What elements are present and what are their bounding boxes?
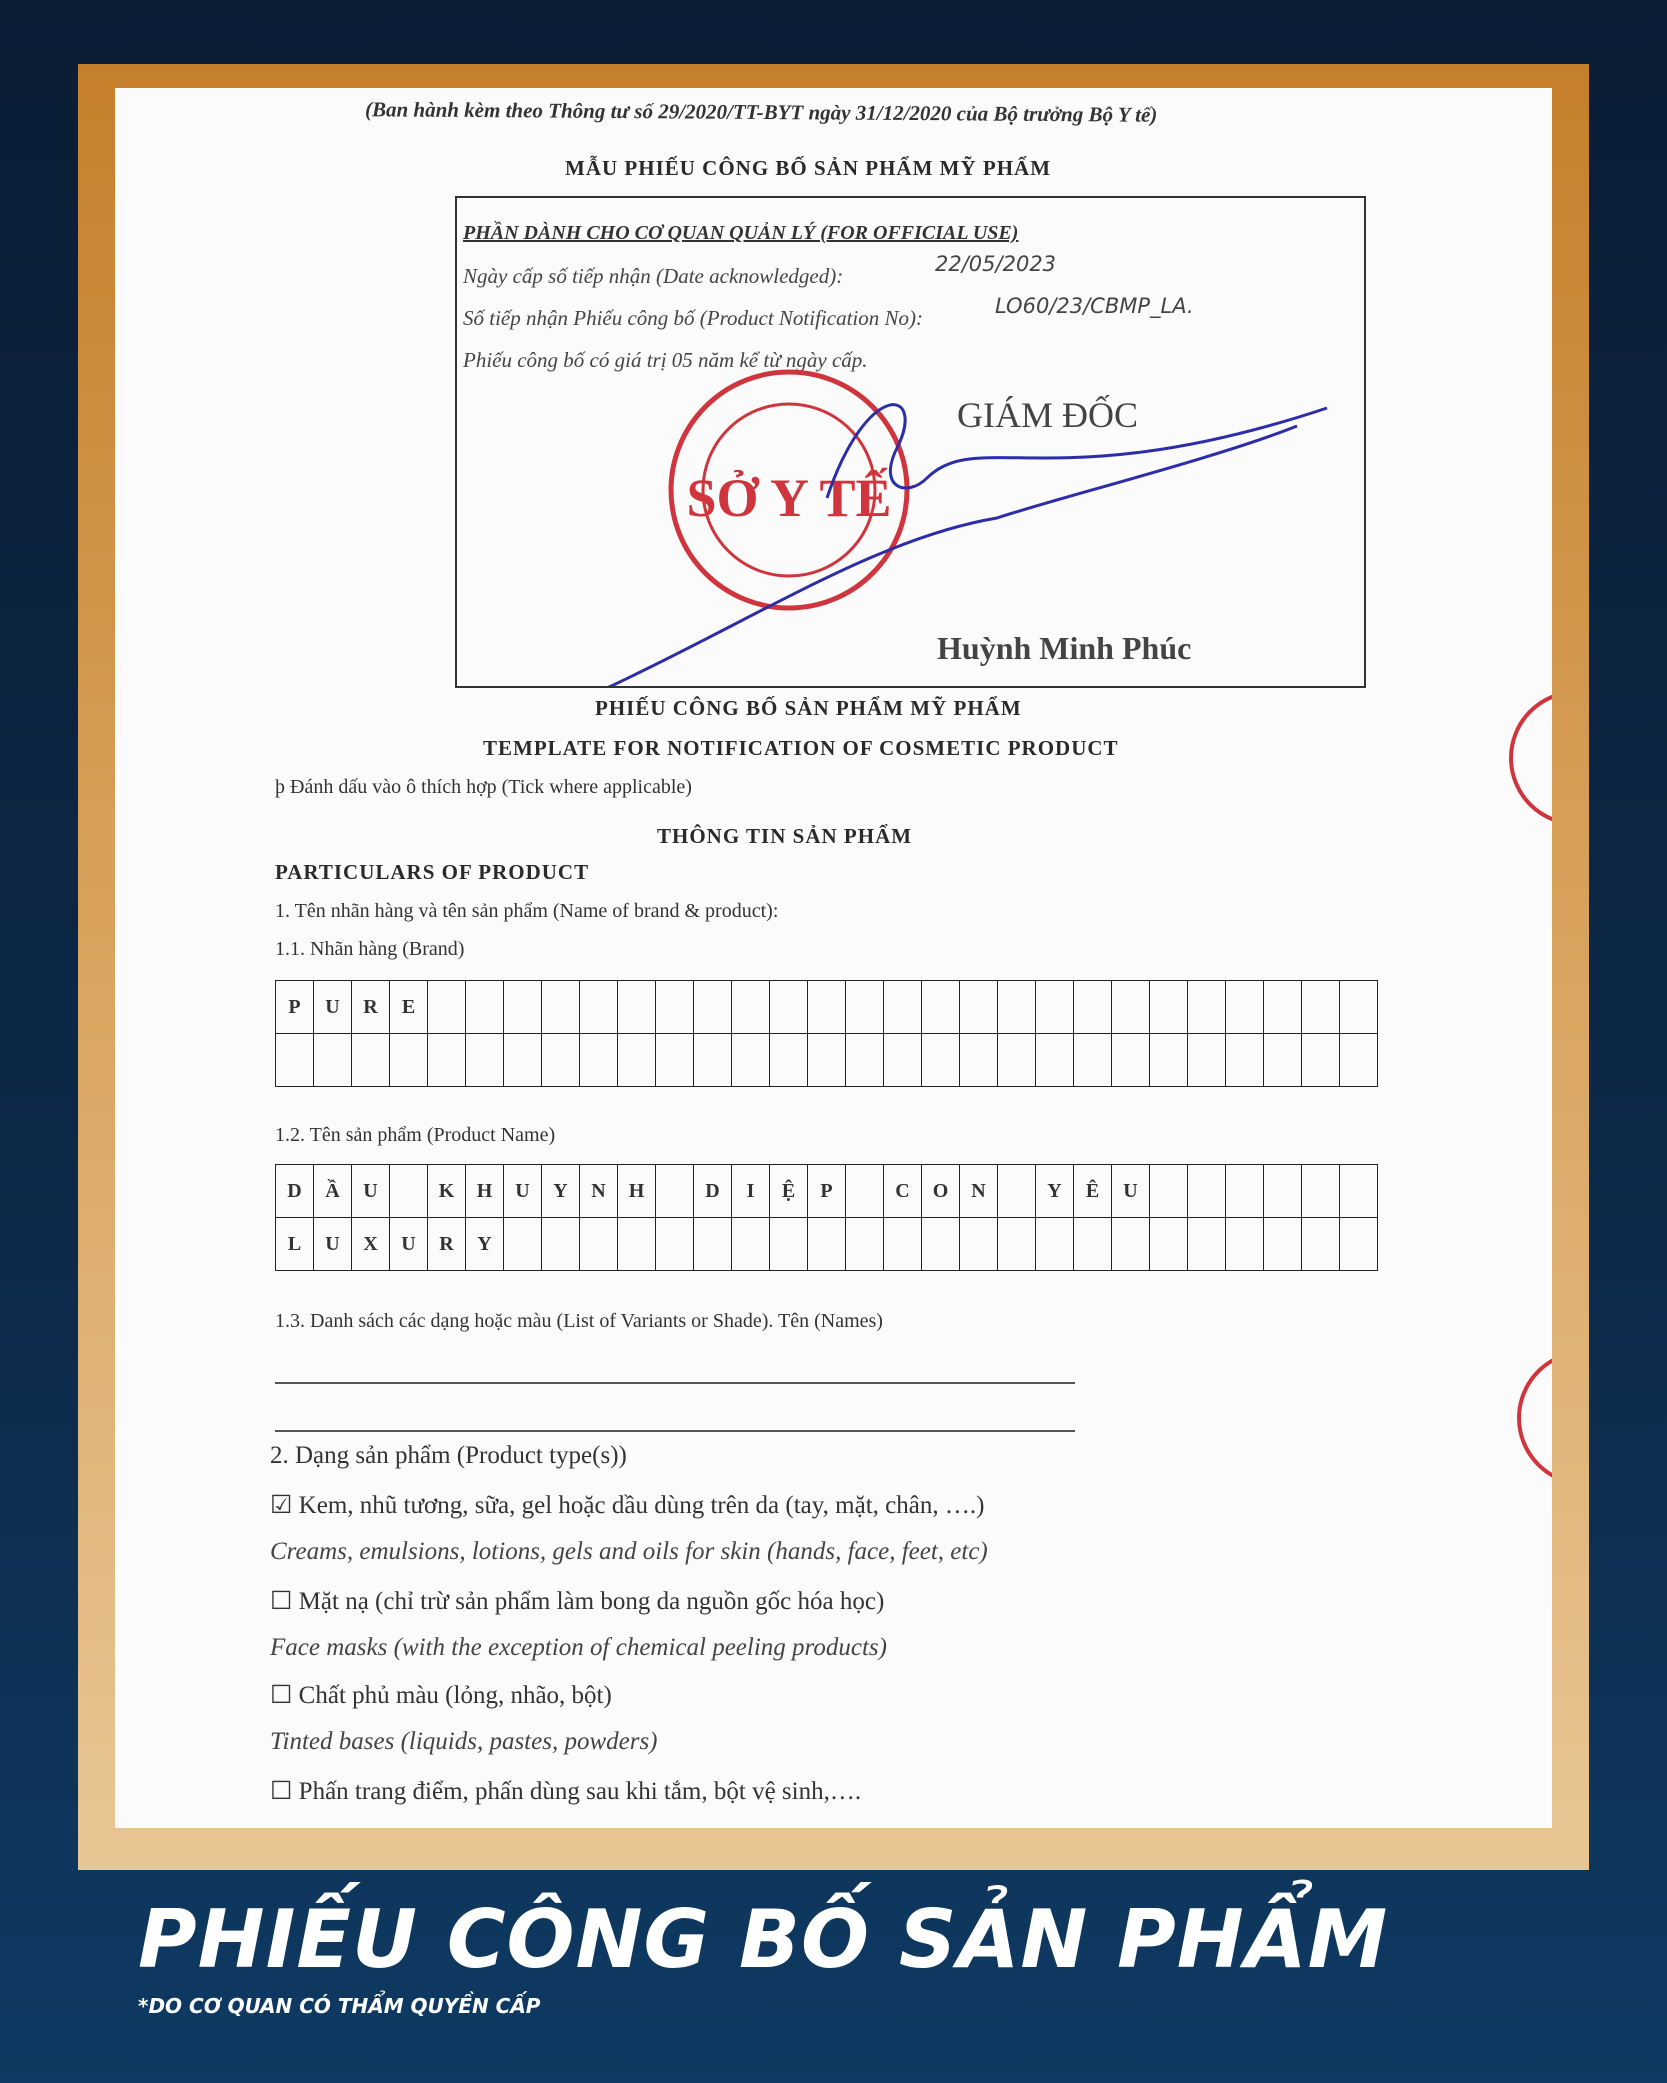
item-1-2: 1.2. Tên sản phẩm (Product Name) — [275, 1124, 556, 1146]
tick-note: þ Đánh dấu vào ô thích hợp (Tick where applicable) — [275, 776, 692, 798]
product-cell: K — [428, 1165, 466, 1218]
product-cell: U — [314, 1218, 352, 1271]
brand-cell — [998, 1034, 1036, 1087]
type-2-vi — [270, 1586, 884, 1616]
type-1-checkbox[interactable]: ☑ — [270, 1492, 293, 1519]
product-cell — [1302, 1165, 1340, 1218]
type-2-checkbox[interactable]: ☐ — [270, 1588, 293, 1615]
section-title-en: PARTICULARS OF PRODUCT — [275, 860, 590, 884]
brand-cell — [922, 1034, 960, 1087]
brand-cell — [428, 981, 466, 1034]
brand-cell — [466, 1034, 504, 1087]
caption-subtitle: *DO CƠ QUAN CÓ THẨM QUYỀN CẤP — [138, 1994, 541, 2018]
product-cell: Ầ — [314, 1165, 352, 1218]
product-cell — [846, 1165, 884, 1218]
product-cell — [998, 1165, 1036, 1218]
product-cell: L — [276, 1218, 314, 1271]
brand-cell — [1188, 1034, 1226, 1087]
brand-cell — [276, 1034, 314, 1087]
brand-cell — [656, 1034, 694, 1087]
product-cell: Ệ — [770, 1165, 808, 1218]
product-cell — [1302, 1218, 1340, 1271]
brand-grid — [275, 980, 1378, 1087]
product-cell — [618, 1218, 656, 1271]
brand-cell — [808, 1034, 846, 1087]
product-cell — [1226, 1165, 1264, 1218]
brand-row — [276, 1034, 1378, 1087]
brand-cell — [960, 1034, 998, 1087]
type-1-vi — [270, 1490, 984, 1520]
item-1: 1. Tên nhãn hàng và tên sản phẩm (Name of brand & product): — [275, 900, 779, 922]
brand-cell — [1188, 981, 1226, 1034]
doc-title-en: TEMPLATE FOR NOTIFICATION OF COSMETIC PRODUCT — [483, 736, 1119, 760]
product-cell — [1340, 1165, 1378, 1218]
document-page — [115, 88, 1552, 1828]
type-1-en: Creams, emulsions, lotions, gels and oils for skin (hands, face, feet, etc) — [270, 1538, 988, 1565]
validity-label: Phiếu công bố có giá trị 05 năm kể từ ngày cấp. — [463, 348, 868, 372]
product-cell — [884, 1218, 922, 1271]
brand-cell — [846, 981, 884, 1034]
brand-cell — [580, 981, 618, 1034]
product-row — [276, 1218, 1378, 1271]
brand-cell: P — [276, 981, 314, 1034]
product-cell: U — [504, 1165, 542, 1218]
brand-cell — [542, 981, 580, 1034]
brand-cell — [770, 1034, 808, 1087]
product-cell — [732, 1218, 770, 1271]
product-cell: R — [428, 1218, 466, 1271]
product-cell — [1074, 1218, 1112, 1271]
brand-cell — [1264, 1034, 1302, 1087]
brand-cell: E — [390, 981, 428, 1034]
product-cell: N — [960, 1165, 998, 1218]
brand-cell: R — [352, 981, 390, 1034]
product-cell: U — [390, 1218, 428, 1271]
brand-row — [276, 981, 1378, 1034]
product-cell — [504, 1218, 542, 1271]
product-cell — [656, 1165, 694, 1218]
stamp-and-signature — [457, 198, 1364, 686]
product-cell: Y — [466, 1218, 504, 1271]
product-cell: D — [276, 1165, 314, 1218]
brand-cell — [884, 1034, 922, 1087]
number-label: Số tiếp nhận Phiếu công bố (Product Notification No): — [463, 306, 923, 330]
brand-cell — [466, 981, 504, 1034]
brand-cell — [808, 981, 846, 1034]
brand-cell — [732, 981, 770, 1034]
brand-cell — [1036, 981, 1074, 1034]
brand-cell — [504, 1034, 542, 1087]
product-cell — [1150, 1218, 1188, 1271]
product-cell — [1188, 1165, 1226, 1218]
doc-title-vi: PHIẾU CÔNG BỐ SẢN PHẨM MỸ PHẨM — [595, 696, 1022, 720]
brand-cell — [1302, 1034, 1340, 1087]
brand-cell — [618, 1034, 656, 1087]
item-2: 2. Dạng sản phẩm (Product type(s)) — [270, 1442, 627, 1469]
product-row — [276, 1165, 1378, 1218]
product-cell — [390, 1165, 428, 1218]
brand-cell — [1036, 1034, 1074, 1087]
type-3-en: Tinted bases (liquids, pastes, powders) — [270, 1728, 658, 1755]
product-cell — [656, 1218, 694, 1271]
type-1-label: Kem, nhũ tương, sữa, gel hoặc dầu dùng trên da (tay, mặt, chân, ….) — [298, 1492, 985, 1519]
brand-cell — [960, 981, 998, 1034]
product-cell — [960, 1218, 998, 1271]
product-cell: C — [884, 1165, 922, 1218]
item-1-1: 1.1. Nhãn hàng (Brand) — [275, 938, 465, 960]
brand-cell — [542, 1034, 580, 1087]
signature-stroke — [607, 426, 1297, 686]
brand-cell — [922, 981, 960, 1034]
official-use-box — [455, 196, 1366, 688]
brand-cell — [1340, 981, 1378, 1034]
product-cell: Y — [1036, 1165, 1074, 1218]
type-3-checkbox[interactable]: ☐ — [270, 1682, 293, 1709]
type-3-vi — [270, 1680, 612, 1710]
product-cell — [542, 1218, 580, 1271]
brand-cell — [1074, 1034, 1112, 1087]
product-cell: X — [352, 1218, 390, 1271]
product-cell: O — [922, 1165, 960, 1218]
product-cell — [770, 1218, 808, 1271]
director-title: GIÁM ĐỐC — [957, 395, 1139, 435]
product-cell — [1112, 1218, 1150, 1271]
brand-cell — [504, 981, 542, 1034]
number-value: LO60/23/CBMP_LA. — [995, 294, 1194, 318]
product-cell — [846, 1218, 884, 1271]
brand-cell — [314, 1034, 352, 1087]
header-note: (Ban hành kèm theo Thông tư số 29/2020/TT-BYT ngày 31/12/2020 của Bộ trưởng Bộ Y tế) — [364, 97, 1158, 127]
brand-cell — [428, 1034, 466, 1087]
type-4-checkbox[interactable]: ☐ — [270, 1778, 293, 1805]
partial-stamp-right-bottom — [1495, 1348, 1552, 1488]
product-cell — [1264, 1165, 1302, 1218]
brand-cell — [1226, 981, 1264, 1034]
brand-cell — [580, 1034, 618, 1087]
product-cell — [922, 1218, 960, 1271]
stamp-text: SỞ Y TẾ — [686, 468, 892, 528]
item-1-3: 1.3. Danh sách các dạng hoặc màu (List of Variants or Shade). Tên (Names) — [275, 1310, 883, 1332]
product-cell: Y — [542, 1165, 580, 1218]
product-cell — [808, 1218, 846, 1271]
section-title-vi: THÔNG TIN SẢN PHẨM — [657, 824, 913, 848]
product-cell: U — [1112, 1165, 1150, 1218]
product-cell: I — [732, 1165, 770, 1218]
brand-cell — [694, 1034, 732, 1087]
product-cell — [998, 1218, 1036, 1271]
product-cell — [1226, 1218, 1264, 1271]
brand-cell — [1226, 1034, 1264, 1087]
type-3-label: Chất phủ màu (lỏng, nhão, bột) — [298, 1682, 612, 1709]
product-cell: Ê — [1074, 1165, 1112, 1218]
brand-cell — [694, 981, 732, 1034]
brand-cell — [846, 1034, 884, 1087]
type-2-en: Face masks (with the exception of chemical peeling products) — [270, 1634, 887, 1661]
product-cell: U — [352, 1165, 390, 1218]
brand-cell — [1074, 981, 1112, 1034]
brand-cell — [1264, 981, 1302, 1034]
product-cell — [1264, 1218, 1302, 1271]
brand-cell — [998, 981, 1036, 1034]
product-cell — [1340, 1218, 1378, 1271]
product-cell: N — [580, 1165, 618, 1218]
brand-cell — [1150, 1034, 1188, 1087]
brand-cell — [732, 1034, 770, 1087]
product-cell — [694, 1218, 732, 1271]
product-name-grid — [275, 1164, 1378, 1271]
type-4-vi — [270, 1776, 861, 1806]
variant-line-2 — [275, 1430, 1075, 1432]
brand-cell — [390, 1034, 428, 1087]
official-heading: PHẦN DÀNH CHO CƠ QUAN QUẢN LÝ (FOR OFFICIAL USE) — [463, 222, 1019, 244]
caption-title: PHIẾU CÔNG BỐ SẢN PHẨM — [138, 1893, 1389, 1986]
brand-cell — [1112, 1034, 1150, 1087]
partial-stamp-right-top — [1487, 688, 1552, 828]
brand-cell — [1340, 1034, 1378, 1087]
brand-cell — [770, 981, 808, 1034]
product-cell — [1036, 1218, 1074, 1271]
brand-cell — [1150, 981, 1188, 1034]
variant-line-1 — [275, 1382, 1075, 1384]
brand-cell — [884, 981, 922, 1034]
brand-cell — [1302, 981, 1340, 1034]
brand-cell — [656, 981, 694, 1034]
date-value: 22/05/2023 — [935, 252, 1057, 276]
product-cell — [580, 1218, 618, 1271]
product-cell: D — [694, 1165, 732, 1218]
brand-cell: U — [314, 981, 352, 1034]
form-title: MẪU PHIẾU CÔNG BỐ SẢN PHẨM MỸ PHẨM — [565, 156, 1052, 180]
brand-cell — [352, 1034, 390, 1087]
product-cell — [1188, 1218, 1226, 1271]
date-label: Ngày cấp số tiếp nhận (Date acknowledged): — [463, 264, 844, 288]
product-cell — [1150, 1165, 1188, 1218]
product-cell: H — [618, 1165, 656, 1218]
type-4-label: Phấn trang điểm, phấn dùng sau khi tắm, bột vệ sinh,…. — [298, 1778, 862, 1805]
product-cell: P — [808, 1165, 846, 1218]
product-cell: H — [466, 1165, 504, 1218]
director-name: Huỳnh Minh Phúc — [937, 630, 1192, 666]
brand-cell — [618, 981, 656, 1034]
brand-cell — [1112, 981, 1150, 1034]
type-2-label: Mặt nạ (chỉ trừ sản phẩm làm bong da nguồn gốc hóa học) — [298, 1588, 885, 1615]
